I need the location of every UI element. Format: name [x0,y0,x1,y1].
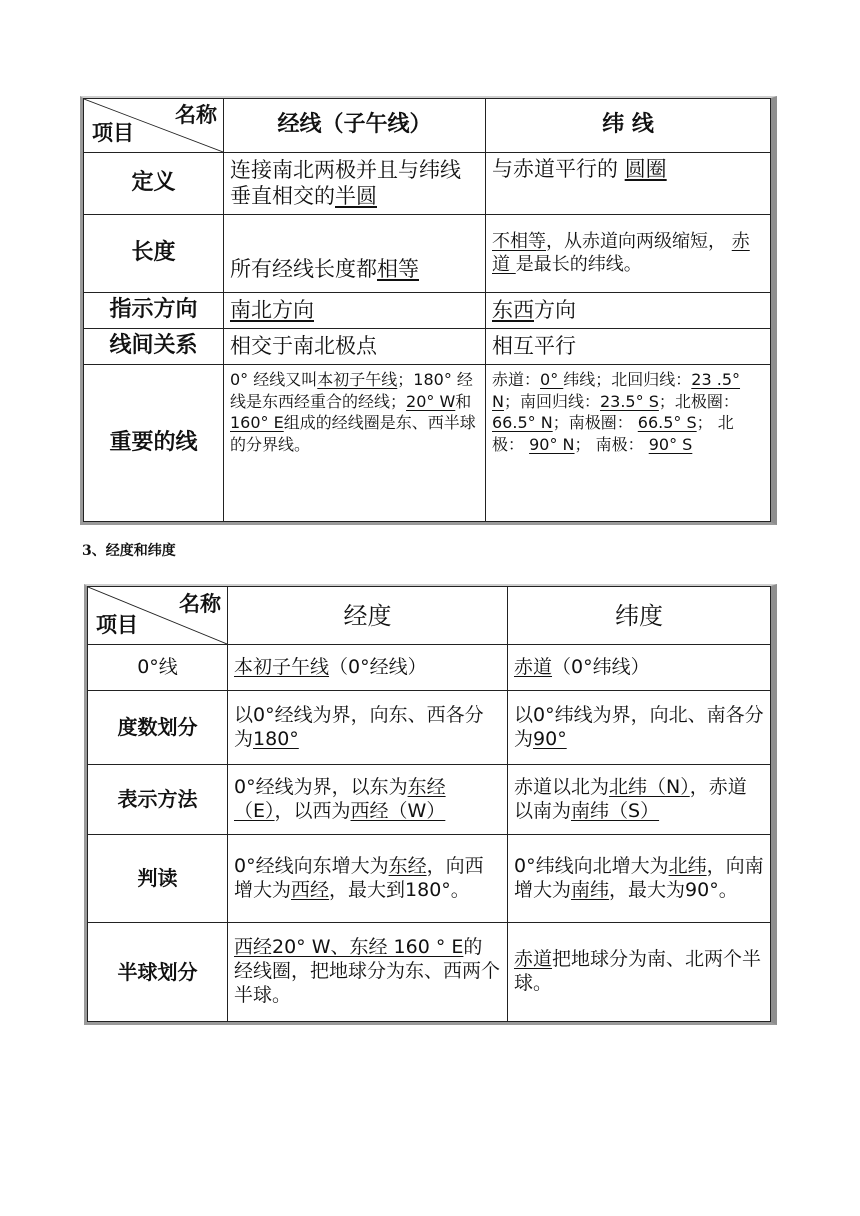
underlined-term: 东经 [388,854,427,877]
underlined-term: 南纬 [571,878,610,901]
underlined-term: 本初子午线 [317,370,398,389]
underlined-term: 西经（W） [350,799,446,822]
row-label: 表示方法 [88,765,228,835]
underlined-term: 东西 [492,297,534,322]
underlined-term: 180° [253,727,299,750]
cell-latitude: 赤道把地球分为南、北两个半球。 [508,923,771,1022]
cell-latitude: 以0°纬线为界，向北、南各分为90° [508,691,771,765]
table-row [88,765,771,835]
cell-longitude: 西经20° W、东经 160 ° E的经线圈，把地球分为东、西两个半球。 [228,923,508,1022]
cell-meridian: 所有经线长度都相等 [224,215,486,293]
row-label: 长度 [84,215,224,293]
cell-meridian: 0° 经线又叫本初子午线；180° 经线是东西经重合的经线；20° W和160° E组成的经线圈是东、西半球的分界线。 [224,365,486,522]
corner-cell [84,99,224,153]
corner-label-item: 项目 [96,612,138,637]
table-row [88,835,771,923]
underlined-term: 半圆 [335,183,377,208]
underlined-term: 20° W [406,391,456,411]
underlined-term: 东经（E） [234,775,446,822]
corner-label-item: 项目 [92,120,134,145]
cell-longitude: 本初子午线（0°经线） [228,645,508,691]
underlined-term: 北纬（N） [609,775,690,798]
row-label: 0°线 [88,645,228,691]
underlined-term: 23.5° S [599,391,659,411]
underlined-term: 90° [533,727,567,750]
underlined-term: 赤道 [514,948,553,971]
row-label: 线间关系 [84,329,224,365]
cell-meridian: 连接南北两极并且与纬线垂直相交的半圆 [224,153,486,215]
row-label: 半球划分 [88,923,228,1022]
underlined-term: 北纬 [668,854,707,877]
corner-label-name: 名称 [179,592,221,616]
table-meridian-parallel [80,96,777,525]
table-row [88,691,771,765]
cell-latitude: 赤道以北为北纬（N），赤道以南为南纬（S） [508,765,771,835]
cell-parallel: 赤道：0° 纬线；北回归线：23 .5° N；南回归线：23.5° S；北极圈： 66.5° N；南极圈： 66.5° S； 北极： 90° N； 南极： 90° S [486,365,771,522]
underlined-term: 160° E [230,413,284,433]
underlined-term: 赤 道 [492,231,750,275]
underlined-term: 23 .5° N [492,370,741,411]
underlined-term: 90° N [529,434,575,454]
underlined-term: 66.5° S [637,413,697,433]
table-row [88,645,771,691]
table-row [88,923,771,1022]
section-title: 3、经度和纬度 [82,543,176,559]
table-header-row [88,587,771,645]
table-header-row [84,99,771,153]
column-header-latitude: 纬度 [508,587,771,645]
underlined-term: 赤道 [514,655,553,678]
comparison-table-2 [87,586,771,1022]
cell-longitude: 以0°经线为界，向东、西各分为180° [228,691,508,765]
table-row [84,293,771,329]
column-header-meridian: 经线（子午线） [224,99,486,153]
underlined-term: 西经20° W、东经 160 ° E [234,936,464,959]
corner-label-name: 名称 [175,103,217,127]
cell-longitude: 0°经线向东增大为东经，向西增大为西经，最大到180°。 [228,835,508,923]
row-label: 重要的线 [84,365,224,522]
underlined-term: 南纬（S） [571,799,660,822]
cell-parallel: 与赤道平行的 圆圈 [486,153,771,215]
row-label: 指示方向 [84,293,224,329]
column-header-parallel: 纬 线 [486,99,771,153]
cell-meridian: 南北方向 [224,293,486,329]
cell-parallel: 相互平行 [486,329,771,365]
table-longitude-latitude [84,584,777,1025]
table-row [84,215,771,293]
row-label: 定义 [84,153,224,215]
table-row [84,365,771,522]
underlined-term: 西经 [291,878,330,901]
cell-meridian: 相交于南北极点 [224,329,486,365]
cell-parallel: 不相等，从赤道向两级缩短， 赤 道 是最长的纬线。 [486,215,771,293]
row-label: 判读 [88,835,228,923]
cell-latitude: 赤道（0°纬线） [508,645,771,691]
corner-cell [88,587,228,645]
underlined-term: 90° S [648,434,693,454]
row-label: 度数划分 [88,691,228,765]
comparison-table-1 [83,98,771,522]
table-row [84,329,771,365]
cell-parallel: 东西方向 [486,293,771,329]
cell-latitude: 0°纬线向北增大为北纬，向南增大为南纬，最大为90°。 [508,835,771,923]
underlined-term: 本初子午线 [234,655,330,678]
underlined-term: 0° [540,370,564,389]
underlined-term: 不相等 [492,231,546,252]
cell-longitude: 0°经线为界，以东为东经（E），以西为西经（W） [228,765,508,835]
table-row [84,153,771,215]
column-header-longitude: 经度 [228,587,508,645]
underlined-term: 66.5° N [492,413,553,433]
underlined-term: 圆圈 [624,157,667,181]
underlined-term: 相等 [377,256,419,281]
